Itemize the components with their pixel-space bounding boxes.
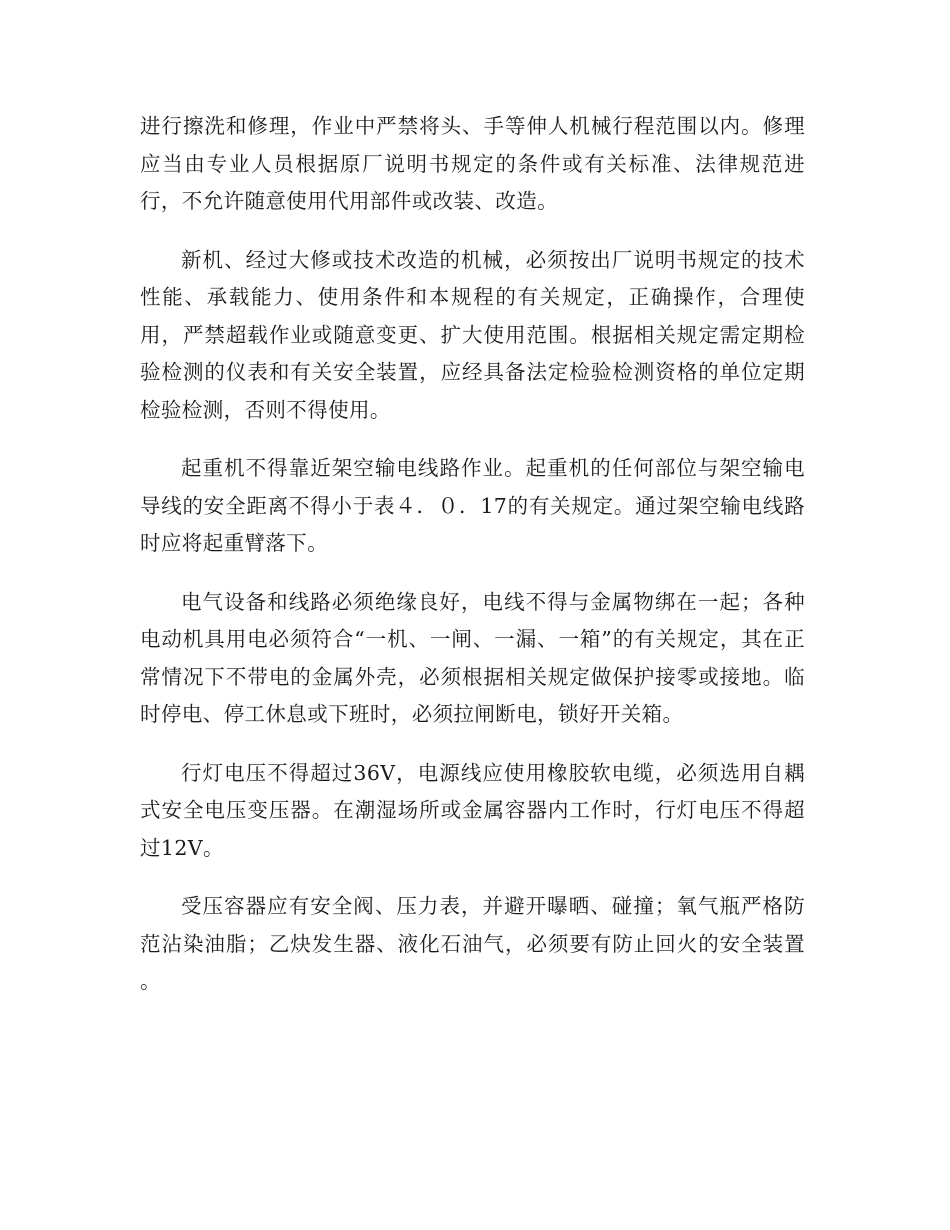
paragraph-6: 受压容器应有安全阀、压力表，并避开曝晒、碰撞；氧气瓶严格防范沾染油脂；乙炔发生器、液化石油气，必须要有防止回火的安全装置 。 bbox=[140, 894, 805, 993]
paragraph-1: 进行擦洗和修理，作业中严禁将头、手等伸人机械行程范围以内。修理应当由专业人员根据原厂说明书规定的条件或有关标准、法律规范进行，不允许随意使用代用部件或改装、改造。 bbox=[140, 114, 805, 213]
paragraph-2: 新机、经过大修或技术改造的机械，必须按出厂说明书规定的技术性能、承载能力、使用条件和本规程的有关规定，正确操作，合理使用，严禁超载作业或随意变更、扩大使用范围。根据相关规定需定期检验检测的仪表和有关安全装置，应经具备法定检验检测资格的单位定期检验检测，否则不得使用。 bbox=[140, 247, 805, 422]
document-body bbox=[140, 108, 805, 1022]
paragraph-4: 电气设备和线路必须绝缘良好，电线不得与金属物绑在一起；各种电动机具用电必须符合“一机、一闸、一漏、一箱”的有关规定，其在正常情况下不带电的金属外壳，必须根据相关规定做保护接零或接地。临时停电、停工休息或下班时，必须拉闸断电，锁好开关箱。 bbox=[140, 589, 805, 726]
paragraph-5: 行灯电压不得超过36V，电源线应使用橡胶软电缆，必须选用自耦式安全电压变压器。在潮湿场所或金属容器内工作时，行灯电压不得超过12V。 bbox=[140, 760, 805, 860]
paragraph-3: 起重机不得靠近架空输电线路作业。起重机的任何部位与架空输电导线的安全距离不得小于表４．０．17的有关规定。通过架空输电线路时应将起重臂落下。 bbox=[140, 456, 805, 555]
